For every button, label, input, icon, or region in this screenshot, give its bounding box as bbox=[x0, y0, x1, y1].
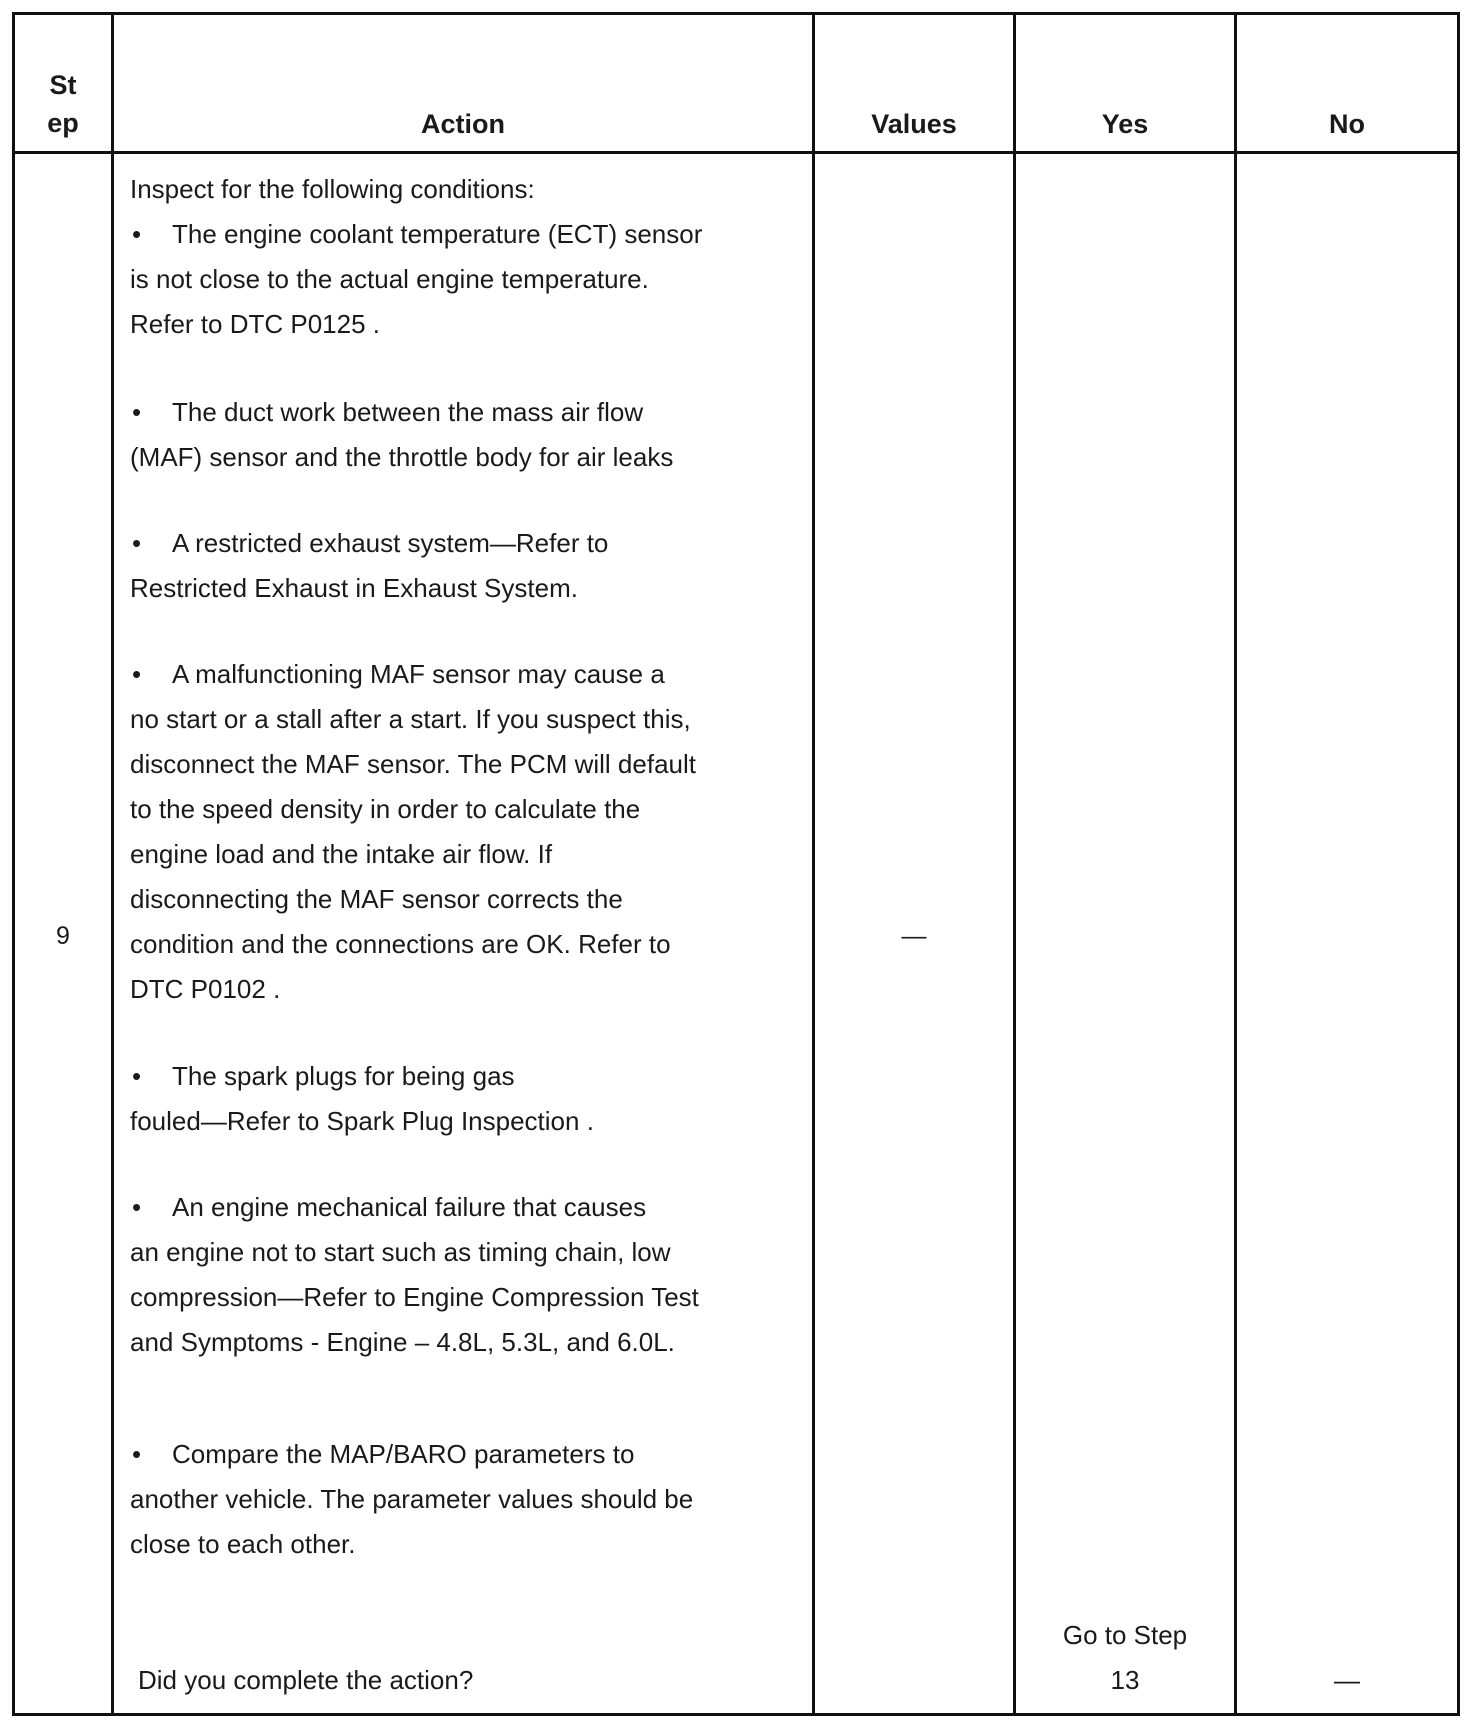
bullet-4-line-5: engine load and the intake air flow. If bbox=[130, 839, 553, 869]
bullet-marker: • bbox=[132, 659, 142, 689]
action-bullet-3 bbox=[130, 521, 770, 611]
header-step-line2: ep bbox=[47, 108, 79, 138]
bullet-4-line-2: no start or a stall after a start. If you suspect this, bbox=[130, 704, 691, 734]
bullet-1-line-2: is not close to the actual engine temperature. bbox=[130, 264, 649, 294]
yes-goto-step: 13 bbox=[1110, 1665, 1140, 1695]
bullet-2-line-2: (MAF) sensor and the throttle body for air leaks bbox=[130, 442, 674, 472]
bullet-6-line-4: and Symptoms - Engine – 4.8L, 5.3L, and 6.0L. bbox=[130, 1327, 675, 1357]
bullet-2-first: The duct work between the mass air flow bbox=[172, 397, 644, 427]
yes-cell bbox=[1016, 1613, 1234, 1703]
action-question: Did you complete the action? bbox=[138, 1665, 474, 1695]
bullet-3-first: A restricted exhaust system—Refer to bbox=[172, 528, 609, 558]
no-cell: — bbox=[1334, 1665, 1360, 1695]
bullet-3-line-2: Restricted Exhaust in Exhaust System. bbox=[130, 573, 578, 603]
header-action: Action bbox=[421, 109, 505, 139]
column-divider-step bbox=[111, 12, 114, 1716]
column-divider-action bbox=[812, 12, 815, 1716]
bullet-marker: • bbox=[132, 1439, 142, 1469]
bullet-1-first: The engine coolant temperature (ECT) sensor bbox=[172, 219, 703, 249]
bullet-4-line-3: disconnect the MAF sensor. The PCM will default bbox=[130, 749, 696, 779]
bullet-marker: • bbox=[132, 1192, 142, 1222]
bullet-4-line-7: condition and the connections are OK. Refer to bbox=[130, 929, 671, 959]
diagnostic-table bbox=[12, 12, 1460, 1716]
bullet-4-line-8: DTC P0102 . bbox=[130, 974, 281, 1004]
column-divider-yes bbox=[1234, 12, 1237, 1716]
bullet-7-first: Compare the MAP/BARO parameters to bbox=[172, 1439, 635, 1469]
action-bullet-6 bbox=[130, 1185, 770, 1365]
action-bullet-7 bbox=[130, 1432, 770, 1567]
bullet-marker: • bbox=[132, 528, 142, 558]
table-border-right bbox=[1457, 12, 1460, 1716]
table-border-left bbox=[12, 12, 15, 1716]
table-border-bottom bbox=[12, 1713, 1460, 1716]
column-divider-values bbox=[1013, 12, 1016, 1716]
bullet-7-line-3: close to each other. bbox=[130, 1529, 356, 1559]
header-no: No bbox=[1329, 109, 1365, 139]
values-cell: — bbox=[901, 922, 927, 950]
action-bullet-2 bbox=[130, 390, 770, 480]
bullet-4-first: A malfunctioning MAF sensor may cause a bbox=[172, 659, 665, 689]
table-border-top bbox=[12, 12, 1460, 15]
bullet-6-first: An engine mechanical failure that causes bbox=[172, 1192, 647, 1222]
header-values: Values bbox=[871, 109, 957, 139]
bullet-7-line-2: another vehicle. The parameter values should be bbox=[130, 1484, 694, 1514]
header-yes: Yes bbox=[1101, 109, 1149, 139]
bullet-4-line-4: to the speed density in order to calculate the bbox=[130, 794, 641, 824]
header-step bbox=[15, 66, 111, 142]
step-number: 9 bbox=[56, 922, 70, 950]
header-divider bbox=[12, 151, 1460, 154]
header-step-line1: St bbox=[49, 70, 77, 100]
bullet-4-line-6: disconnecting the MAF sensor corrects the bbox=[130, 884, 623, 914]
action-bullet-5 bbox=[130, 1054, 770, 1144]
action-intro: Inspect for the following conditions: bbox=[130, 174, 535, 204]
action-intro-block bbox=[130, 167, 770, 347]
bullet-5-first: The spark plugs for being gas bbox=[172, 1061, 515, 1091]
bullet-marker: • bbox=[132, 397, 142, 427]
yes-goto-label: Go to Step bbox=[1062, 1620, 1188, 1650]
bullet-marker: • bbox=[132, 219, 142, 249]
bullet-1-line-3: Refer to DTC P0125 . bbox=[130, 309, 380, 339]
bullet-6-line-2: an engine not to start such as timing chain, low bbox=[130, 1237, 671, 1267]
bullet-6-line-3: compression—Refer to Engine Compression Test bbox=[130, 1282, 699, 1312]
bullet-5-line-2: fouled—Refer to Spark Plug Inspection . bbox=[130, 1106, 594, 1136]
bullet-marker: • bbox=[132, 1061, 142, 1091]
action-bullet-4 bbox=[130, 652, 770, 1012]
